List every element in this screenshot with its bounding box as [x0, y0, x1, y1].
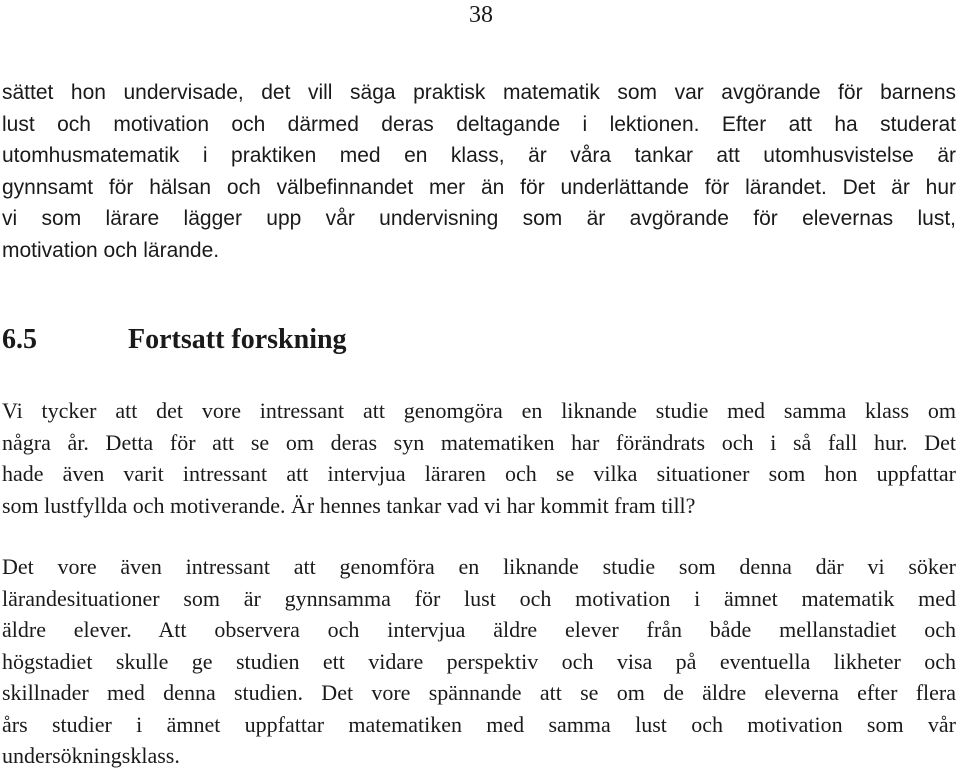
paragraph-line: vi som lärare lägger upp vår undervisning som är avgörande för elevernas lust, — [2, 207, 956, 230]
paragraph-line: högstadiet skulle ge studien ett vidare perspektiv och visa på eventuella likheter och — [2, 648, 956, 674]
paragraph-line: sättet hon undervisade, det vill säga praktisk matematik som var avgörande för barnens — [2, 81, 956, 104]
paragraph-conclusion — [2, 77, 956, 266]
paragraph-line: Det vore även intressant att genomföra en liknande studie som denna där vi söker — [2, 554, 956, 579]
paragraph-line: hade även varit intressant att intervjua läraren och se vilka situationer som hon uppfattar — [2, 461, 956, 486]
paragraph-future-research — [2, 395, 956, 521]
section-number: 6.5 — [2, 324, 37, 355]
paragraph-line: lärandesituationer som är gynnsamma för lust och motivation i ämnet matematik med — [2, 585, 956, 611]
section-title: Fortsatt forskning — [128, 324, 347, 355]
paragraph-older-students — [2, 551, 956, 772]
paragraph-line: som lustfyllda och motiverande. Är hennes tankar vad vi har kommit fram till? — [2, 492, 696, 518]
paragraph-line: års studier i ämnet uppfattar matematiken med samma lust och motivation som vår — [2, 711, 956, 737]
paragraph-line: lust och motivation och därmed deras deltagande i lektionen. Efter att ha studerat — [2, 112, 956, 136]
page-number: 38 — [469, 2, 493, 28]
paragraph-line: äldre elever. Att observera och intervjua äldre elever från både mellanstadiet och — [2, 617, 956, 642]
paragraph-line: undersökningsklass. — [2, 743, 180, 768]
section-heading — [2, 322, 347, 358]
paragraph-line: gynnsamt för hälsan och välbefinnandet mer än för underlättande för lärandet. Det är hur — [2, 175, 956, 199]
paragraph-line: skillnader med denna studien. Det vore spännande att se om de äldre eleverna efter flera — [2, 680, 956, 705]
paragraph-line: några år. Detta för att se om deras syn matematiken har förändrats och i så fall hur. Det — [2, 429, 956, 455]
paragraph-line: utomhusmatematik i praktiken med en klass, är våra tankar att utomhusvistelse är — [2, 144, 956, 167]
paragraph-line: Vi tycker att det vore intressant att genomgöra en liknande studie med samma klass om — [2, 398, 956, 423]
paragraph-line: motivation och lärande. — [2, 238, 220, 262]
